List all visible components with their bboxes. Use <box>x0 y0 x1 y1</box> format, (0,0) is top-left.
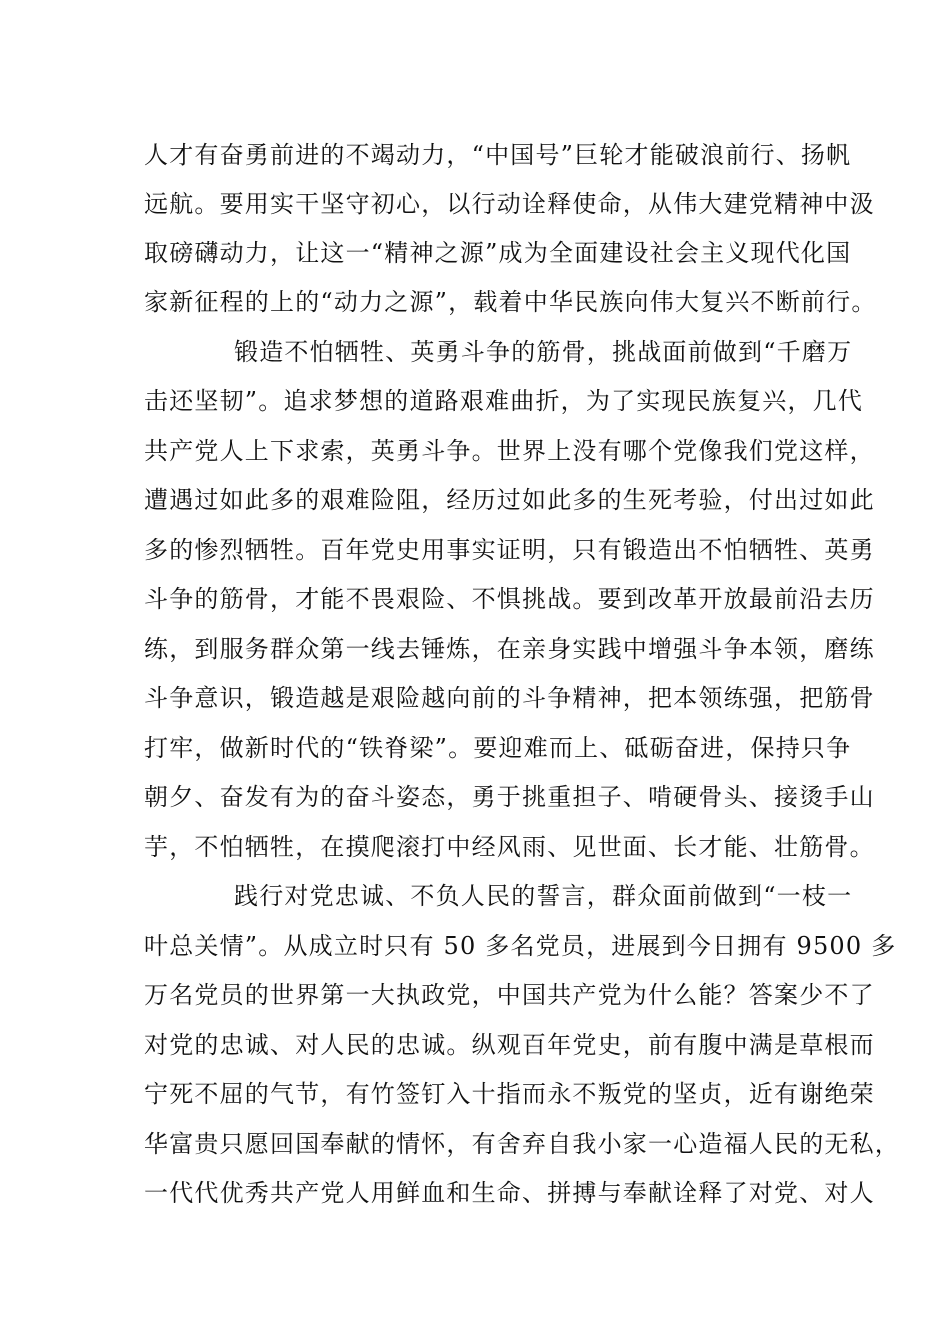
text-line: 对党的忠诚、对人民的忠诚。纵观百年党史，前有腹中满是草根而 <box>144 1031 875 1059</box>
text-line: 遭遇过如此多的艰难险阻，经历过如此多的生死考验，付出过如此 <box>144 486 875 514</box>
text-line: 叶总关情”。从成立时只有 50 多名党员，进展到今日拥有 9500 多 <box>144 932 897 960</box>
text-line: 芋，不怕牺牲，在摸爬滚打中经风雨、见世面、长才能、壮筋骨。 <box>144 833 875 861</box>
paragraph-first-line: 锻造不怕牺牲、英勇斗争的筋骨，挑战面前做到“千磨万 <box>234 338 853 366</box>
text-line: 人才有奋勇前进的不竭动力，“中国号”巨轮才能破浪前行、扬帆 <box>144 141 852 169</box>
text-line: 斗争的筋骨，才能不畏艰险、不惧挑战。要到改革开放最前沿去历 <box>144 585 875 613</box>
text-line: 斗争意识，锻造越是艰险越向前的斗争精神，把本领练强，把筋骨 <box>144 684 875 712</box>
paragraph-first-line: 践行对党忠诚、不负人民的誓言，群众面前做到“一枝一 <box>234 882 853 910</box>
text-line: 练，到服务群众第一线去锤炼，在亲身实践中增强斗争本领，磨练 <box>144 635 875 663</box>
text-line: 一代代优秀共产党人用鲜血和生命、拼搏与奉献诠释了对党、对人 <box>144 1179 875 1207</box>
text-line: 宁死不屈的气节，有竹签钉入十指而永不叛党的坚贞，近有谢绝荣 <box>144 1080 875 1108</box>
text-line: 取磅礴动力，让这一“精神之源”成为全面建设社会主义现代化国 <box>144 239 852 267</box>
text-line: 打牢，做新时代的“铁脊梁”。要迎难而上、砥砺奋进，保持只争 <box>144 734 852 762</box>
text-line: 击还坚韧”。追求梦想的道路艰难曲折，为了实现民族复兴，几代 <box>144 387 864 415</box>
text-line: 多的惨烈牺牲。百年党史用事实证明，只有锻造出不怕牺牲、英勇 <box>144 536 875 564</box>
text-line: 共产党人上下求索，英勇斗争。世界上没有哪个党像我们党这样， <box>144 437 875 465</box>
text-line: 华富贵只愿回国奉献的情怀，有舍弃自我小家一心造福人民的无私， <box>144 1130 900 1158</box>
text-line: 朝夕、奋发有为的奋斗姿态，勇于挑重担子、啃硬骨头、接烫手山 <box>144 783 875 811</box>
text-line: 远航。要用实干坚守初心，以行动诠释使命，从伟大建党精神中汲 <box>144 190 875 218</box>
text-line: 家新征程的上的“动力之源”，载着中华民族向伟大复兴不断前行。 <box>144 288 877 316</box>
text-line: 万名党员的世界第一大执政党，中国共产党为什么能？答案少不了 <box>144 981 875 1009</box>
